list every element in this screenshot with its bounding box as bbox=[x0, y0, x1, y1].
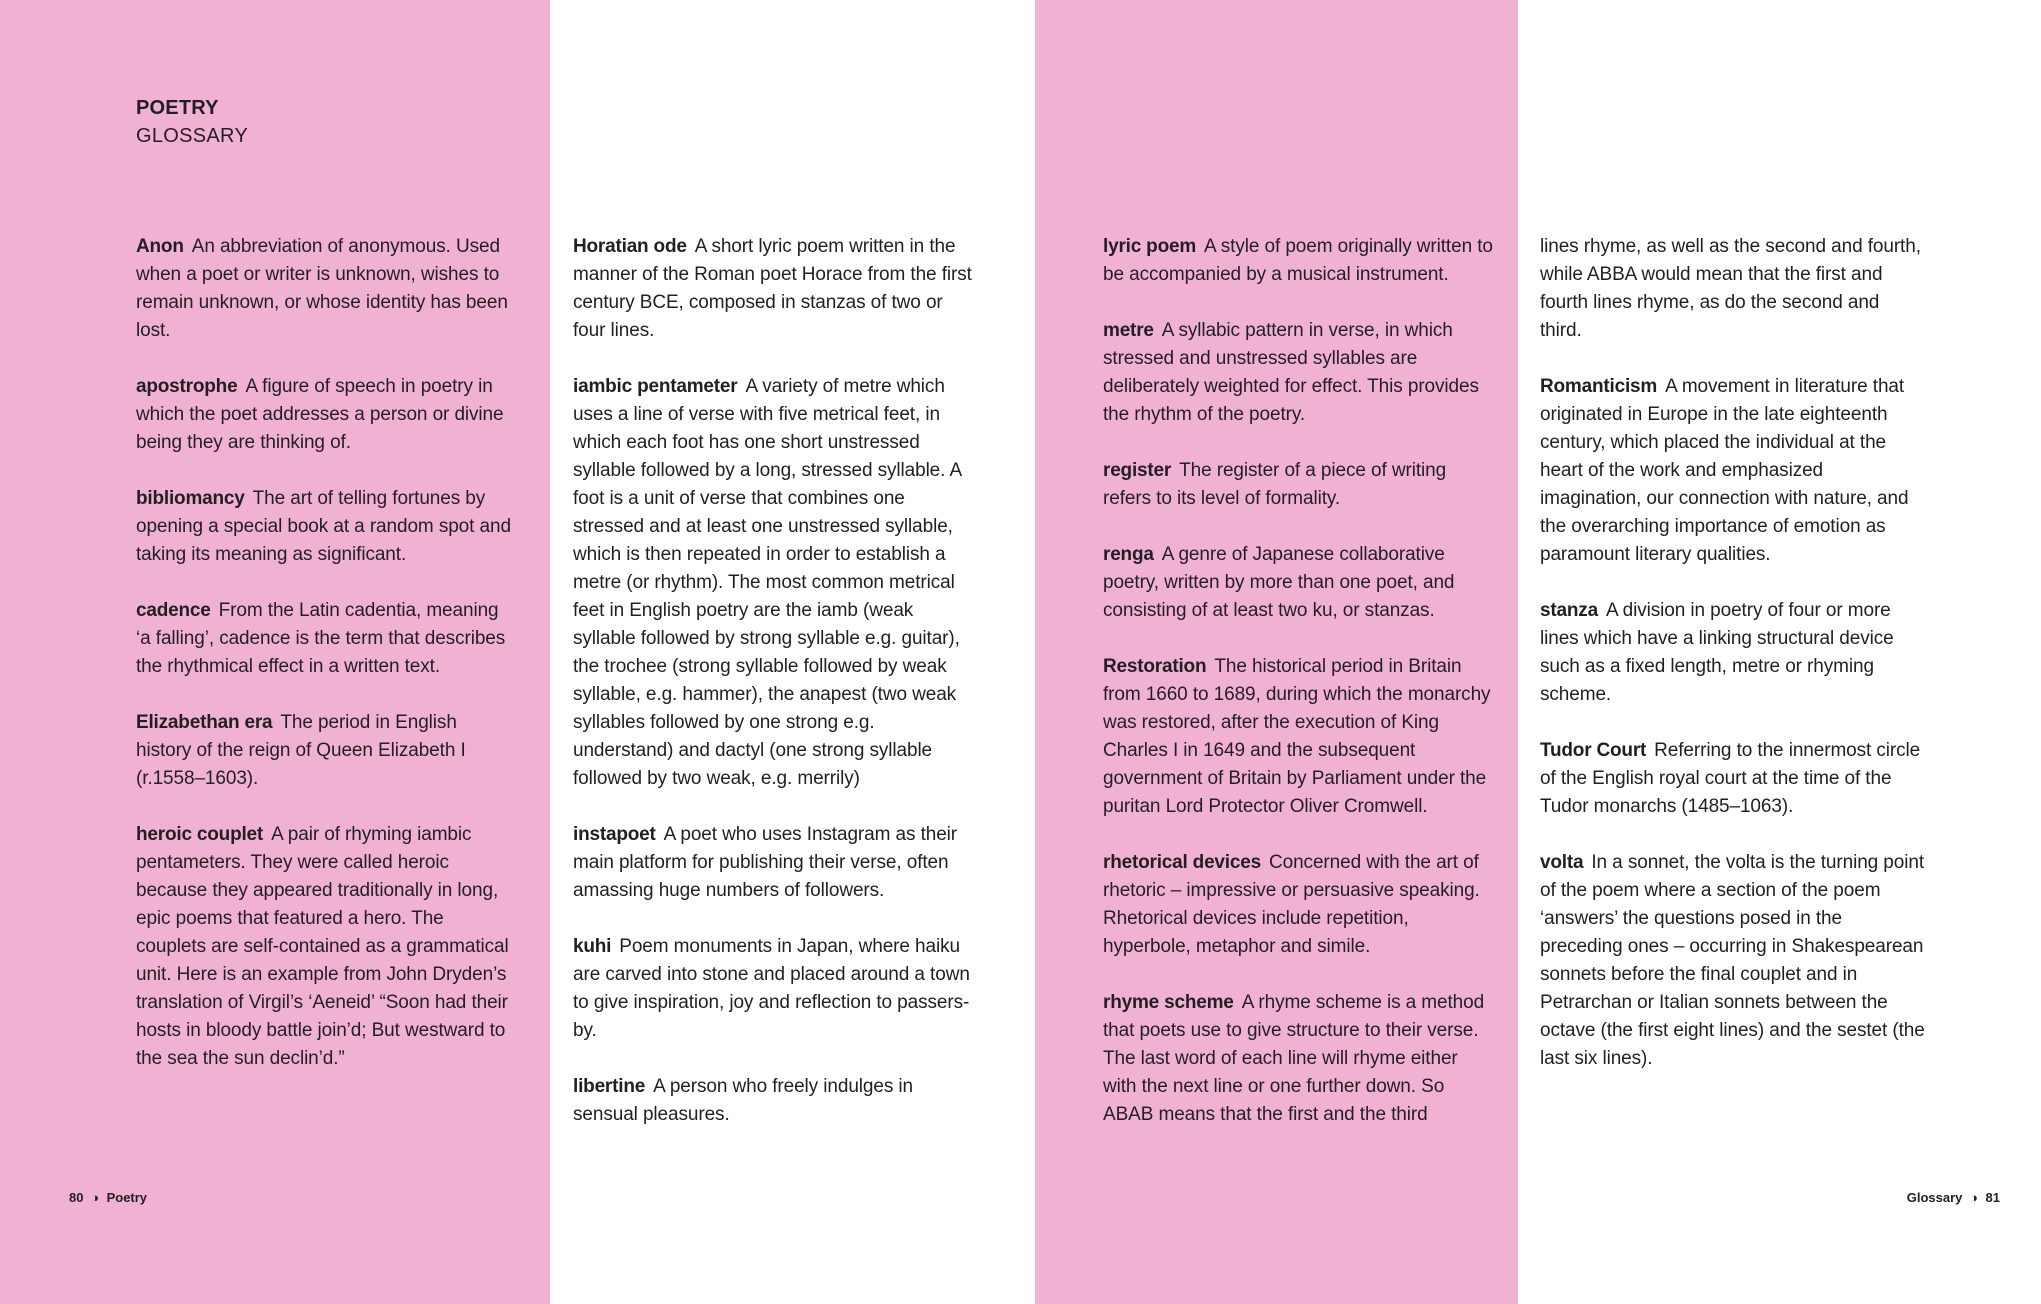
glossary-entry bbox=[1103, 849, 1493, 961]
glossary-term: stanza bbox=[1540, 600, 1598, 621]
glossary-entry bbox=[1540, 373, 1925, 569]
page-number: 80 bbox=[69, 1190, 84, 1205]
glossary-term: metre bbox=[1103, 320, 1154, 341]
glossary-definition: A pair of rhyming iambic pentameters. They were called heroic because they appeared traditionally in long, epic poems that featured a hero. The couplets are self-contained as a grammatical unit. Here is an example from John Dryden’s translation of Virgil’s ‘Aeneid’ “Soon had their hosts in bloody battle join’d; But westward to the sea the sun declin’d.” bbox=[136, 824, 509, 1069]
glossary-definition: A rhyme scheme is a method that poets use to give structure to their verse. The last word of each line will rhyme either with the next line or one further down. So ABAB means that the first and the third bbox=[1103, 992, 1485, 1125]
section-name: Glossary bbox=[1906, 1190, 1963, 1205]
glossary-term: Elizabethan era bbox=[136, 712, 273, 733]
glossary-entry bbox=[1103, 653, 1493, 821]
folio-left bbox=[69, 1189, 147, 1207]
half-circle-icon: ◑ bbox=[1970, 1190, 1978, 1205]
glossary-term: kuhi bbox=[573, 936, 612, 957]
glossary-column-4 bbox=[1540, 233, 1925, 1101]
glossary-definition: The art of telling fortunes by opening a special book at a random spot and taking its meaning as significant. bbox=[136, 488, 511, 565]
glossary-entry bbox=[1540, 597, 1925, 709]
glossary-column-1 bbox=[136, 233, 516, 1101]
glossary-term: Horatian ode bbox=[573, 236, 687, 257]
glossary-term: lyric poem bbox=[1103, 236, 1197, 257]
glossary-term: libertine bbox=[573, 1076, 646, 1097]
glossary-entry bbox=[1540, 737, 1925, 821]
glossary-definition: A genre of Japanese collaborative poetry, written by more than one poet, and consisting of at least two ku, or stanzas. bbox=[1103, 544, 1455, 621]
folio-right bbox=[1907, 1189, 2000, 1207]
glossary-entry bbox=[1103, 317, 1493, 429]
glossary-definition: Poem monuments in Japan, where haiku are carved into stone and placed around a town to give inspiration, joy and reflection to passers-by. bbox=[573, 936, 970, 1041]
glossary-definition: From the Latin cadentia, meaning ‘a falling’, cadence is the term that describes the rhythmical effect in a written text. bbox=[136, 600, 506, 677]
glossary-entry bbox=[573, 933, 973, 1045]
glossary-definition: A division in poetry of four or more lines which have a linking structural device such as a fixed length, metre or rhyming scheme. bbox=[1540, 600, 1894, 705]
glossary-entry bbox=[136, 233, 516, 345]
glossary-term: Restoration bbox=[1103, 656, 1207, 677]
glossary-definition: A short lyric poem written in the manner of the Roman poet Horace from the first century BCE, composed in stanzas of two or four lines. bbox=[573, 236, 972, 341]
glossary-definition: lines rhyme, as well as the second and fourth, while ABBA would mean that the first and fourth lines rhyme, as do the second and third. bbox=[1540, 236, 1921, 341]
glossary-entry bbox=[1103, 989, 1493, 1129]
glossary-definition: The register of a piece of writing refers to its level of formality. bbox=[1103, 460, 1447, 509]
glossary-definition: In a sonnet, the volta is the turning point of the poem where a section of the poem ‘answers’ the questions posed in the preceding ones – occurring in Shakespearean sonnets before the final couplet and in Petrarchan or Italian sonnets between the octave (the first eight lines) and the sestet (the last six lines). bbox=[1540, 852, 1925, 1069]
page-title: POETRY bbox=[136, 97, 219, 119]
page-header bbox=[136, 94, 248, 150]
glossary-term: volta bbox=[1540, 852, 1584, 873]
glossary-entry bbox=[573, 233, 973, 345]
glossary-term: renga bbox=[1103, 544, 1154, 565]
glossary-entry bbox=[1103, 541, 1493, 625]
glossary-column-2 bbox=[573, 233, 973, 1157]
glossary-term: apostrophe bbox=[136, 376, 238, 397]
glossary-entry bbox=[136, 709, 516, 793]
glossary-term: Tudor Court bbox=[1540, 740, 1647, 761]
glossary-definition: A syllabic pattern in verse, in which stressed and unstressed syllables are deliberately weighted for effect. This provides the rhythm of the poetry. bbox=[1103, 320, 1479, 425]
glossary-definition: The period in English history of the reign of Queen Elizabeth I (r.1558–1603). bbox=[136, 712, 466, 789]
section-name: Poetry bbox=[106, 1190, 148, 1205]
glossary-definition: A style of poem originally written to be accompanied by a musical instrument. bbox=[1103, 236, 1493, 285]
glossary-term: iambic pentameter bbox=[573, 376, 738, 397]
glossary-term: cadence bbox=[136, 600, 211, 621]
glossary-term: register bbox=[1103, 460, 1172, 481]
glossary-term: Romanticism bbox=[1540, 376, 1658, 397]
glossary-entry bbox=[1103, 457, 1493, 513]
half-circle-icon: ◑ bbox=[91, 1190, 99, 1205]
glossary-term: rhyme scheme bbox=[1103, 992, 1234, 1013]
glossary-definition: A figure of speech in poetry in which the poet addresses a person or divine being they are thinking of. bbox=[136, 376, 504, 453]
glossary-term: bibliomancy bbox=[136, 488, 245, 509]
glossary-term: rhetorical devices bbox=[1103, 852, 1261, 873]
glossary-definition: An abbreviation of anonymous. Used when a poet or writer is unknown, wishes to remain unknown, or whose identity has been lost. bbox=[136, 236, 508, 341]
glossary-column-3 bbox=[1103, 233, 1493, 1157]
page-number: 81 bbox=[1985, 1190, 2000, 1205]
glossary-entry bbox=[573, 821, 973, 905]
glossary-term: heroic couplet bbox=[136, 824, 264, 845]
glossary-entry bbox=[1540, 233, 1925, 345]
glossary-definition: A movement in literature that originated in Europe in the late eighteenth century, which placed the individual at the heart of the work and emphasized imagination, our connection with nature, and the overarching importance of emotion as paramount literary qualities. bbox=[1540, 376, 1909, 565]
glossary-definition: Concerned with the art of rhetoric – impressive or persuasive speaking. Rhetorical devices include repetition, hyperbole, metaphor and simile. bbox=[1103, 852, 1480, 957]
glossary-term: instapoet bbox=[573, 824, 656, 845]
glossary-entry bbox=[136, 373, 516, 457]
glossary-definition: Referring to the innermost circle of the English royal court at the time of the Tudor monarchs (1485–1063). bbox=[1540, 740, 1921, 817]
glossary-term: Anon bbox=[136, 236, 184, 257]
glossary-definition: The historical period in Britain from 1660 to 1689, during which the monarchy was restored, after the execution of King Charles I in 1649 and the subsequent government of Britain by Parliament under the puritan Lord Protector Oliver Cromwell. bbox=[1103, 656, 1491, 817]
glossary-definition: A variety of metre which uses a line of verse with five metrical feet, in which each foot has one short unstressed syllable followed by a long, stressed syllable. A foot is a unit of verse that combines one stressed and at least one unstressed syllable, which is then repeated in order to establish a metre (or rhythm). The most common metrical feet in English poetry are the iamb (weak syllable followed by strong syllable e.g. guitar), the trochee (strong syllable followed by weak syllable, e.g. hammer), the anapest (two weak syllables followed by one strong e.g. understand) and dactyl (one strong syllable followed by two weak, e.g. merrily) bbox=[573, 376, 961, 789]
glossary-entry bbox=[1103, 233, 1493, 289]
glossary-entry bbox=[1540, 849, 1925, 1073]
glossary-entry bbox=[136, 485, 516, 569]
page-subtitle: GLOSSARY bbox=[136, 125, 249, 147]
glossary-entry bbox=[573, 373, 973, 793]
glossary-entry bbox=[136, 597, 516, 681]
glossary-definition: A poet who uses Instagram as their main platform for publishing their verse, often amassing huge numbers of followers. bbox=[573, 824, 958, 901]
glossary-entry bbox=[136, 821, 516, 1073]
glossary-definition: A person who freely indulges in sensual pleasures. bbox=[573, 1076, 914, 1125]
glossary-entry bbox=[573, 1073, 973, 1129]
